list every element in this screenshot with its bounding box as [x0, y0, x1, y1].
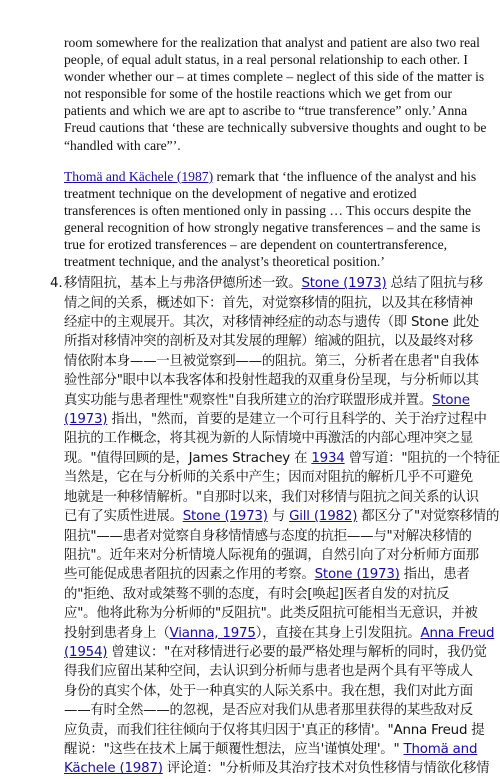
text-fragment: 指出，患者 [399, 567, 470, 583]
citation-link[interactable]: Thomä and Kächele (1987) [64, 168, 214, 184]
citation-link[interactable]: Stone (1973) [182, 509, 268, 525]
text-line: 阻抗的工作概念，将其视为新的人际情境中再激活的内部心理冲突之显 [64, 431, 473, 447]
text-fragment: 投射到患者身上（ [64, 625, 170, 641]
text-line: 的"拒绝、敌对或桀骜不驯的态度，有时会[唤起]医者自发的对抗反 [64, 586, 450, 602]
text-line: 当然是，它在与分析师的关系中产生；因而对阻抗的解析几乎不可避免 [64, 470, 473, 486]
text-line: people, of equal adult status, in a real personal relationship to each other. I [64, 52, 468, 68]
citation-link[interactable]: Kächele (1987) [64, 761, 163, 777]
text-line: true for erotized transferences – are dependent on countertransference, [64, 237, 448, 253]
text-fragment: remark that ‘the influence of the analyst and his [213, 168, 477, 184]
paragraph-thoma-kachele [64, 168, 481, 271]
text-fragment: 总结了阻抗与移 [386, 276, 483, 292]
text-line: ——有时全然——的忽视，是否应对我们从患者那里获得的某些敌对反 [64, 703, 473, 719]
citation-link[interactable]: Stone (1973) [301, 276, 387, 292]
text-line: 所指对移情冲突的剖析及对其发展的理解）缩减的阻抗，以及最终对移 [64, 334, 473, 350]
text-line [64, 449, 500, 468]
text-line: 地就是一种移情解析。"自那时以来，我们对移情与阻抗之间关系的认识 [64, 489, 479, 505]
text-line [64, 565, 470, 584]
text-line [64, 391, 470, 410]
text-fragment: 曾建议："在对移情进行必要的最严格处理与解析的同时，我仍觉 [107, 644, 487, 660]
citation-link[interactable]: Stone (1973) [314, 567, 400, 583]
list-item-4 [50, 274, 500, 779]
text-line: 验性部分"眼中以本我客体和投射性超我的双重身份呈现，与分析师以其 [64, 373, 479, 389]
text-line: 身份的真实个体，处于一种真实的人际关系中。我在想，我们对此方面 [64, 683, 473, 699]
text-line [64, 759, 490, 778]
text-line [64, 410, 487, 429]
text-line: Freud cautions that ‘these are technically subversive thoughts and ought to be [64, 120, 487, 136]
text-fragment: 已有了实质性进展。 [64, 509, 183, 525]
text-line: room somewhere for the realization that analyst and patient are also two real [64, 35, 480, 50]
citation-link[interactable]: Vianna, 1975 [169, 625, 256, 641]
citation-link[interactable]: Gill (1982) [289, 509, 358, 525]
text-line: 情之间的关系，概述如下：首先，对觉察移情的阻抗，以及其在移情神 [64, 295, 473, 311]
text-line: 应"。他将此称为分析师的"反阻抗"。此类反阻抗可能相当无意识，并被 [64, 606, 478, 622]
text-fragment: 醒说："这些在技术上属于颠覆性想法，应当'谨慎处理'。" [64, 741, 404, 757]
text-line [64, 168, 477, 185]
text-fragment: 与 [267, 509, 290, 525]
text-line [64, 740, 478, 759]
text-fragment: 曾写道："阻抗的一个特征 [344, 450, 500, 466]
citation-link[interactable]: Anna Freud [420, 625, 495, 641]
text-line: 阻抗"——患者对觉察自身移情情感与态度的抗拒——与"对解决移情的 [64, 528, 472, 544]
text-line [64, 274, 483, 293]
text-line: patients and which we are apt to ascribe to “true transference” only.’ Anna [64, 103, 468, 119]
text-fragment: 指出，"然而，首要的是建立一个可行且科学的、关于治疗过程中 [107, 412, 487, 428]
text-line: 经症中的主观展开。其次，对移情神经症的动态与遗传（即 Stone 此处 [64, 315, 480, 331]
citation-link[interactable]: (1973) [64, 412, 108, 428]
text-fragment: ），直接在其身上引发阻抗。 [255, 625, 421, 641]
paragraph-anna-freud-quote [64, 34, 487, 154]
text-line: “handled with care”’. [64, 137, 181, 153]
text-line: 应负责，而我们往往倾向于仅将其归因于'真正的移情'。"Anna Freud 提 [64, 722, 485, 738]
citation-link[interactable]: Stone [432, 392, 470, 408]
document-page [50, 34, 500, 779]
list-number: 4. [50, 276, 63, 292]
text-fragment: 真实功能与患者理性"观察性"自我所建立的治疗联盟形成并置。 [64, 392, 433, 408]
text-line [64, 624, 495, 643]
citation-link[interactable]: Thomä and [403, 741, 478, 757]
citation-link[interactable]: 1934 [311, 450, 345, 466]
text-fragment: 现。"值得回顾的是，James Strachey 在 [64, 450, 312, 466]
citation-link[interactable]: (1954) [64, 644, 108, 660]
text-line: treatment technique, and the analyst’s theoretical position.’ [64, 254, 385, 270]
text-line: 得我们应留出某种空间，去认识到分析师与患者也是两个具有平等成人 [64, 664, 473, 680]
text-line [64, 643, 487, 662]
text-line: not responsible for some of the hostile reactions which we get from our [64, 86, 453, 102]
text-line: 情依附本身——一旦被觉察到——的阻抗。第三，分析者在患者"自我体 [64, 353, 479, 369]
text-line: general recognition of how strongly negative transferences – and the same is [64, 219, 481, 235]
text-fragment: 评论道："分析师及其治疗技术对负性移情与情欲化移情 [162, 761, 490, 777]
text-line: transferences is often mentioned only in passing … This occurs despite the [64, 202, 472, 218]
text-fragment: 些可能促成患者阻抗的因素之作用的考察。 [64, 567, 315, 583]
text-line [64, 507, 500, 526]
text-fragment: 移情阻抗，基本上与弗洛伊德所述一致。 [64, 276, 302, 292]
text-fragment: 都区分了"对觉察移情的 [357, 509, 500, 525]
text-line: 阻抗"。近年来对分析情境人际视角的强调，自然引向了对分析师方面那 [64, 547, 479, 563]
text-line: treatment technique on the development of negative and erotized [64, 185, 417, 201]
text-line: wonder whether our – at times complete – neglect of this side of the matter is [64, 69, 485, 85]
